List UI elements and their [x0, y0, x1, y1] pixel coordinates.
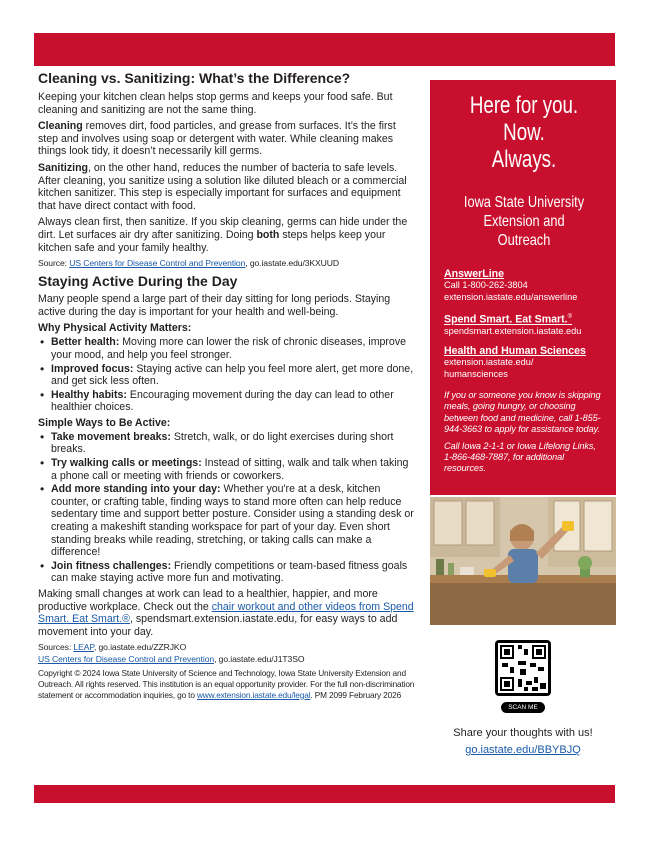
item-term: Better health:: [51, 336, 120, 349]
item-term: Try walking calls or meetings:: [51, 457, 202, 470]
sources-label: Sources:: [38, 642, 74, 653]
bottom-red-band: [34, 785, 615, 803]
cleaning-text: removes dirt, food particles, and grease from surfaces. It’s the first step and involves using soap or detergent with water. While cleaning makes things look tidy, it doesn’t necessarily kill germs.: [38, 120, 396, 158]
item-term: Add more standing into your day:: [51, 483, 221, 496]
list-item: [38, 336, 416, 361]
list-item: [38, 483, 416, 559]
assistance-note: If you or someone you know is skipping meals, going hungry, or choosing between food and medicine, call 1-855-944-3663 to apply for assistance today.: [444, 390, 601, 435]
sanitizing-text: , on the other hand, reduces the number of bacteria to safe levels. After cleaning, you sanitize using a solution like diluted bleach or a commercial kitchen sanitizer. This step is especially important for surfaces and equipment that have direct contact with food.: [38, 161, 407, 212]
resource-answerline: [444, 268, 604, 303]
active-intro: Many people spend a large part of their day sitting for long periods. Staying active during the day is important for your health and well-being.: [38, 293, 391, 318]
source-line-1: [38, 258, 416, 269]
cleaning-intro: Keeping your kitchen clean helps stop germs and keeps your food safe. But cleaning and sanitizing are not the same thing.: [38, 91, 393, 116]
order-text-2: steps helps keep your kitchen safe and your family healthy.: [38, 228, 386, 254]
order-bold: both: [256, 228, 280, 241]
answerline-link[interactable]: AnswerLine: [444, 268, 505, 280]
item-text: Instead of sitting, walk and talk when taking a phone call or meeting with friends or coworkers.: [51, 457, 409, 482]
item-text: Friendly competitions or team-based fitness goals can make staying active more fun and motivating.: [51, 559, 408, 585]
hhs-url-2: humansciences: [444, 368, 508, 379]
copyright-notice: [38, 668, 416, 700]
sanitizing-paragraph: [38, 162, 416, 212]
sources-url-1: , go.iastate.edu/ZZRJKO: [93, 642, 187, 653]
list-item: [38, 457, 416, 482]
cleaning-title: Cleaning vs. Sanitizing: What’s the Difference?: [38, 70, 351, 86]
tagline-line-1: Here for you.: [469, 92, 579, 119]
qr-code[interactable]: [495, 640, 551, 696]
order-paragraph: [38, 216, 416, 254]
order-text-1: Always clean first, then sanitize. If you skip cleaning, germs can hide under the dirt. Let surfaces air dry after sanitizing. Doing: [38, 216, 408, 241]
scan-me-badge: SCAN ME: [501, 702, 545, 713]
closing-paragraph: [38, 588, 416, 638]
chair-workout-link[interactable]: chair workout and other videos from Spend Smart. Eat Smart.®: [38, 600, 414, 626]
item-term: Healthy habits:: [51, 388, 127, 401]
top-red-band: [34, 33, 615, 66]
closing-text-2: , spendsmart.extension.iastate.edu, for easy ways to add movement into your day.: [38, 613, 398, 638]
list-item: [38, 363, 416, 388]
item-text: Stretch, walk, or do light exercises during short breaks.: [51, 430, 394, 456]
item-text: Encouraging movement during the day can lead to other healthier choices.: [51, 388, 394, 414]
item-text: Staying active can help you feel more alert, get more done, and get sick less often.: [51, 362, 414, 388]
cleaning-term: Cleaning: [38, 120, 83, 133]
qr-section: [430, 640, 616, 758]
kitchen-cleaning-photo: [430, 497, 616, 625]
qr-pattern: [498, 643, 548, 693]
sanitizing-term: Sanitizing: [38, 161, 89, 174]
spend-smart-link[interactable]: [444, 311, 604, 326]
list-item: [38, 560, 416, 585]
share-text: Share your thoughts with us!: [453, 727, 593, 739]
org-name: [460, 193, 588, 250]
source-label: Source:: [38, 258, 70, 269]
resource-spend-smart: [444, 311, 604, 337]
resource-hhs: [444, 345, 604, 380]
sidebar-panel: [430, 80, 616, 495]
hhs-url-1: extension.iastate.edu/: [444, 357, 534, 368]
cleaning-woman-illustration: [430, 497, 616, 625]
spend-smart-title: Spend Smart. Eat Smart.: [444, 313, 568, 326]
tagline: [462, 92, 587, 173]
sources-line-1: [38, 642, 416, 653]
org-line-2: Extension and Outreach: [483, 213, 565, 249]
cdc-link-2[interactable]: US Centers for Disease Control and Prevention: [38, 654, 215, 665]
why-heading: Why Physical Activity Matters:: [38, 322, 192, 335]
item-term: Join fitness challenges:: [51, 559, 172, 572]
list-item: [38, 431, 416, 456]
copyright-text-2: . PM 2099 February 2026: [310, 689, 402, 700]
item-text: Whether you're at a desk, kitchen counter, or crafting table, finding ways to stand more often can help reduce sedentary time and support better posture. Consider using a standing desk or creating a makeshift standing workspace for part of your day. Even short standing breaks while reading, stretching, or taking calls can make a difference!: [51, 483, 414, 559]
answerline-phone: Call 1-800-262-3804: [444, 280, 528, 290]
legal-link[interactable]: www.extension.iastate.edu/legal: [196, 689, 311, 700]
answerline-url: extension.iastate.edu/answerline: [444, 291, 578, 302]
item-text: Moving more can lower the risk of chronic diseases, improve your mood, and help you feel stronger.: [51, 336, 407, 361]
org-line-1: Iowa State University: [463, 194, 585, 211]
leap-link[interactable]: LEAP: [73, 642, 94, 653]
registered-mark: ®: [567, 314, 573, 320]
source-url: , go.iastate.edu/3KXUUD: [245, 258, 339, 269]
cleaning-paragraph: [38, 120, 416, 158]
resources-note: Call Iowa 2-1-1 or Iowa Lifelong Links, 1-866-468-7887, for additional resources.: [444, 440, 596, 474]
hhs-link[interactable]: Health and Human Sciences: [444, 345, 586, 358]
active-title: Staying Active During the Day: [38, 273, 238, 290]
item-term: Take movement breaks:: [51, 430, 171, 443]
why-list: [38, 336, 416, 414]
cdc-link[interactable]: US Centers for Disease Control and Prevention: [69, 258, 246, 269]
item-term: Improved focus:: [51, 362, 134, 375]
main-column: [38, 70, 416, 700]
list-item: [38, 389, 416, 414]
copyright-text-1: Copyright © 2024 Iowa State University of Science and Technology, Iowa State University Extension and Outreach. All rights reserved. This institution is an equal opportunity provider. For the full non-discrimination statement or accommodation inquiries, go to: [38, 668, 415, 700]
sources-line-2: [38, 654, 416, 665]
tagline-line-2: Now.: [503, 119, 545, 146]
feedback-link[interactable]: go.iastate.edu/BBYBJQ: [465, 744, 581, 756]
ways-heading: Simple Ways to Be Active:: [38, 416, 171, 429]
tagline-line-3: Always.: [491, 146, 557, 173]
ways-list: [38, 431, 416, 585]
closing-text-1: Making small changes at work can lead to a healthier, happier, and more productive workplace. Check out the: [38, 588, 378, 613]
sources-url-2: , go.iastate.edu/J1T3SO: [214, 654, 305, 665]
spend-smart-url: spendsmart.extension.iastate.edu: [444, 325, 582, 336]
